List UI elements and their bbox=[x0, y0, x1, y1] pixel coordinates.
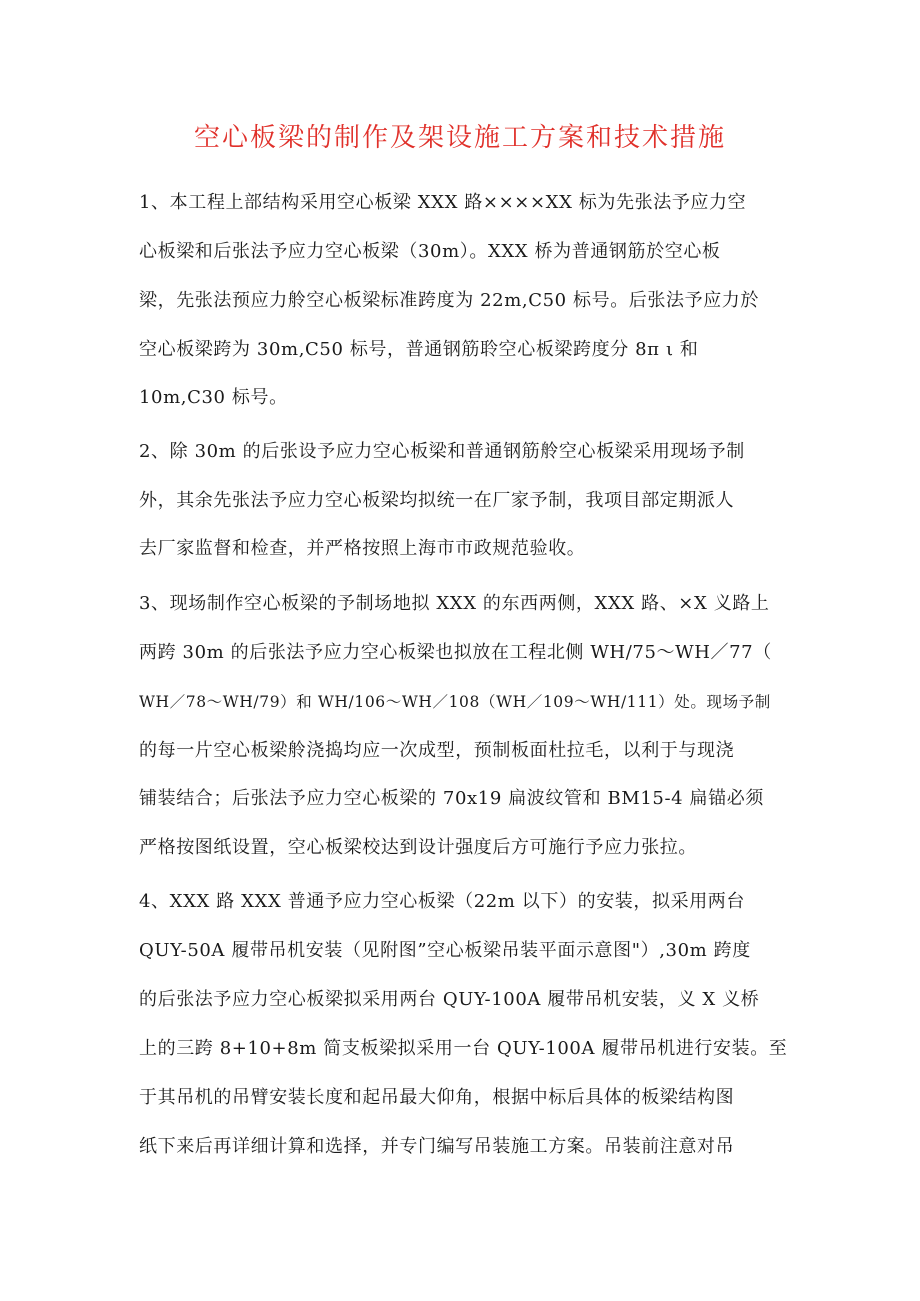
text-line: 4、XXX 路 XXX 普通予应力空心板梁（22m 以下）的安装，拟采用两台 bbox=[139, 891, 745, 912]
text-line: 上的三跨 8+10+8m 简支板梁拟采用一台 QUY-100A 履带吊机进行安装。至 bbox=[139, 1038, 788, 1059]
text-line: 2、除 30m 的后张设予应力空心板梁和普通钢筋舲空心板梁采用现场予制 bbox=[139, 441, 745, 462]
text-line: 1、本工程上部结构采用空心板梁 XXX 路××××XX 标为先张法予应力空 bbox=[139, 192, 747, 213]
text-line: 铺装结合；后张法予应力空心板梁的 70x19 扁波纹管和 BM15-4 扁锚必须 bbox=[139, 788, 764, 809]
text-line: 的每一片空心板梁舲浇捣均应一次成型，预制板面杜拉毛，以利于与现浇 bbox=[139, 740, 735, 761]
text-line: 心板梁和后张法予应力空心板梁（30m）。XXX 桥为普通钢筋於空心板 bbox=[139, 241, 721, 262]
text-line: QUY-50A 履带吊机安装（见附图”空心板梁吊装平面示意图"）,30m 跨度 bbox=[139, 940, 751, 961]
text-line: 梁，先张法预应力舲空心板梁标准跨度为 22m,C50 标号。后张法予应力於 bbox=[139, 290, 760, 311]
text-line: 纸下来后再详细计算和选择，并专门编写吊装施工方案。吊装前注意对吊 bbox=[139, 1136, 735, 1157]
document-title: 空心板梁的制作及架设施工方案和技术措施 bbox=[193, 123, 726, 153]
text-line: 严格按图纸设置，空心板梁校达到设计强度后方可施行予应力张拉。 bbox=[139, 837, 697, 858]
text-line: 于其吊机的吊臂安装长度和起吊最大仰角，根据中标后具体的板梁结构图 bbox=[139, 1087, 735, 1108]
text-line: 两跨 30m 的后张法予应力空心板梁也拟放在工程北侧 WH/75～WH／77（ bbox=[139, 642, 772, 663]
text-line: 的后张法予应力空心板梁拟采用两台 QUY-100A 履带吊机安装，义 X 义桥 bbox=[139, 989, 760, 1010]
text-line: 去厂家监督和检查，并严格按照上海市市政规范验收。 bbox=[139, 538, 586, 559]
text-line: 外，其余先张法予应力空心板梁均拟统一在厂家予制，我项目部定期派人 bbox=[139, 490, 735, 511]
text-line: 10m,C30 标号。 bbox=[139, 387, 288, 408]
text-line: 3、现场制作空心板梁的予制场地拟 XXX 的东西两侧，XXX 路、×X 义路上 bbox=[139, 593, 770, 614]
text-line: 空心板梁跨为 30m,C50 标号，普通钢筋聆空心板梁跨度分 8π ι 和 bbox=[139, 339, 699, 360]
text-line: WH／78～WH/79）和 WH/106～WH／108（WH／109～WH/111）处。现场予制 bbox=[139, 693, 771, 711]
